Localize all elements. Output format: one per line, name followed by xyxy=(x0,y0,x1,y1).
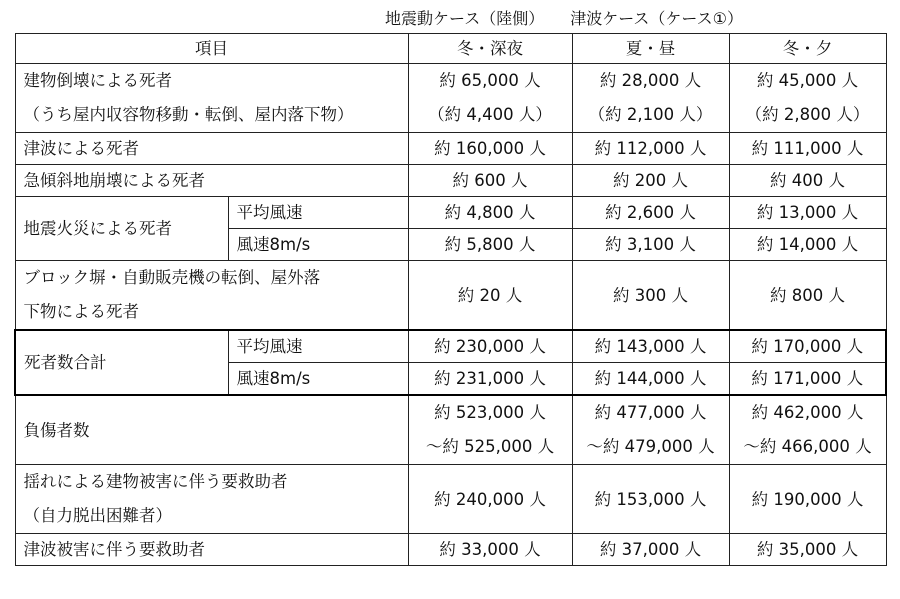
table-row xyxy=(15,197,886,229)
cell-value: 約 45,000 人 （約 2,800 人） xyxy=(729,64,886,133)
table-row xyxy=(15,534,886,566)
cell-value: 約 33,000 人 xyxy=(408,534,572,566)
cell-value: 約 37,000 人 xyxy=(572,534,729,566)
cell-value: 約 477,000 人 ～約 479,000 人 xyxy=(572,395,729,465)
cell-value: 約 14,000 人 xyxy=(729,229,886,261)
row-label-slope: 急傾斜地崩壊による死者 xyxy=(15,165,408,197)
header-summer-noon: 夏・昼 xyxy=(572,34,729,64)
cell-value: 約 231,000 人 xyxy=(408,363,572,396)
row-label-tsunami: 津波による死者 xyxy=(15,133,408,165)
cell-value: 約 111,000 人 xyxy=(729,133,886,165)
table-caption xyxy=(385,6,743,29)
table-row xyxy=(15,133,886,165)
cell-value: 約 200 人 xyxy=(572,165,729,197)
table-row xyxy=(15,261,886,331)
row-label-block: ブロック塀・自動販売機の転倒、屋外落 下物による死者 xyxy=(15,261,408,331)
header-row xyxy=(15,34,886,64)
cell-value: 約 300 人 xyxy=(572,261,729,331)
cell-value: 約 190,000 人 xyxy=(729,465,886,534)
cell-value: 約 600 人 xyxy=(408,165,572,197)
row-label-total: 死者数合計 xyxy=(15,330,228,395)
cell-value: 約 5,800 人 xyxy=(408,229,572,261)
cell-value: 約 3,100 人 xyxy=(572,229,729,261)
row-label-rescue-quake: 揺れによる建物被害に伴う要救助者 （自力脱出困難者） xyxy=(15,465,408,534)
cell-value: 約 2,600 人 xyxy=(572,197,729,229)
caption-tsunami-case: 津波ケース（ケース①） xyxy=(570,9,743,28)
caption-quake-case: 地震動ケース（陸側） xyxy=(385,9,545,28)
cell-value: 約 462,000 人 ～約 466,000 人 xyxy=(729,395,886,465)
cell-value: 約 28,000 人 （約 2,100 人） xyxy=(572,64,729,133)
table-row xyxy=(15,330,886,363)
table-row xyxy=(15,165,886,197)
row-label-collapse: 建物倒壊による死者 （うち屋内収容物移動・転倒、屋内落下物） xyxy=(15,64,408,133)
cell-value: 約 13,000 人 xyxy=(729,197,886,229)
cell-value: 約 230,000 人 xyxy=(408,330,572,363)
table-row xyxy=(15,465,886,534)
cell-value: 約 4,800 人 xyxy=(408,197,572,229)
table-row xyxy=(15,64,886,133)
cell-value: 約 800 人 xyxy=(729,261,886,331)
sub-label-average-wind: 平均風速 xyxy=(228,330,408,363)
cell-value: 約 143,000 人 xyxy=(572,330,729,363)
cell-value: 約 65,000 人 （約 4,400 人） xyxy=(408,64,572,133)
row-label-injured: 負傷者数 xyxy=(15,395,408,465)
row-label-rescue-tsunami: 津波被害に伴う要救助者 xyxy=(15,534,408,566)
cell-value: 約 400 人 xyxy=(729,165,886,197)
cell-value: 約 171,000 人 xyxy=(729,363,886,396)
cell-value: 約 170,000 人 xyxy=(729,330,886,363)
header-winter-night: 冬・深夜 xyxy=(408,34,572,64)
cell-value: 約 160,000 人 xyxy=(408,133,572,165)
cell-value: 約 153,000 人 xyxy=(572,465,729,534)
table-row xyxy=(15,395,886,465)
sub-label-average-wind: 平均風速 xyxy=(228,197,408,229)
sub-label-wind-8ms: 風速8m/s xyxy=(228,363,408,396)
header-winter-evening: 冬・夕 xyxy=(729,34,886,64)
sub-label-wind-8ms: 風速8m/s xyxy=(228,229,408,261)
cell-value: 約 35,000 人 xyxy=(729,534,886,566)
row-label-fire: 地震火災による死者 xyxy=(15,197,228,261)
cell-value: 約 144,000 人 xyxy=(572,363,729,396)
cell-value: 約 20 人 xyxy=(408,261,572,331)
damage-estimate-table xyxy=(14,33,887,566)
header-item: 項目 xyxy=(15,34,408,64)
cell-value: 約 523,000 人 ～約 525,000 人 xyxy=(408,395,572,465)
cell-value: 約 240,000 人 xyxy=(408,465,572,534)
cell-value: 約 112,000 人 xyxy=(572,133,729,165)
